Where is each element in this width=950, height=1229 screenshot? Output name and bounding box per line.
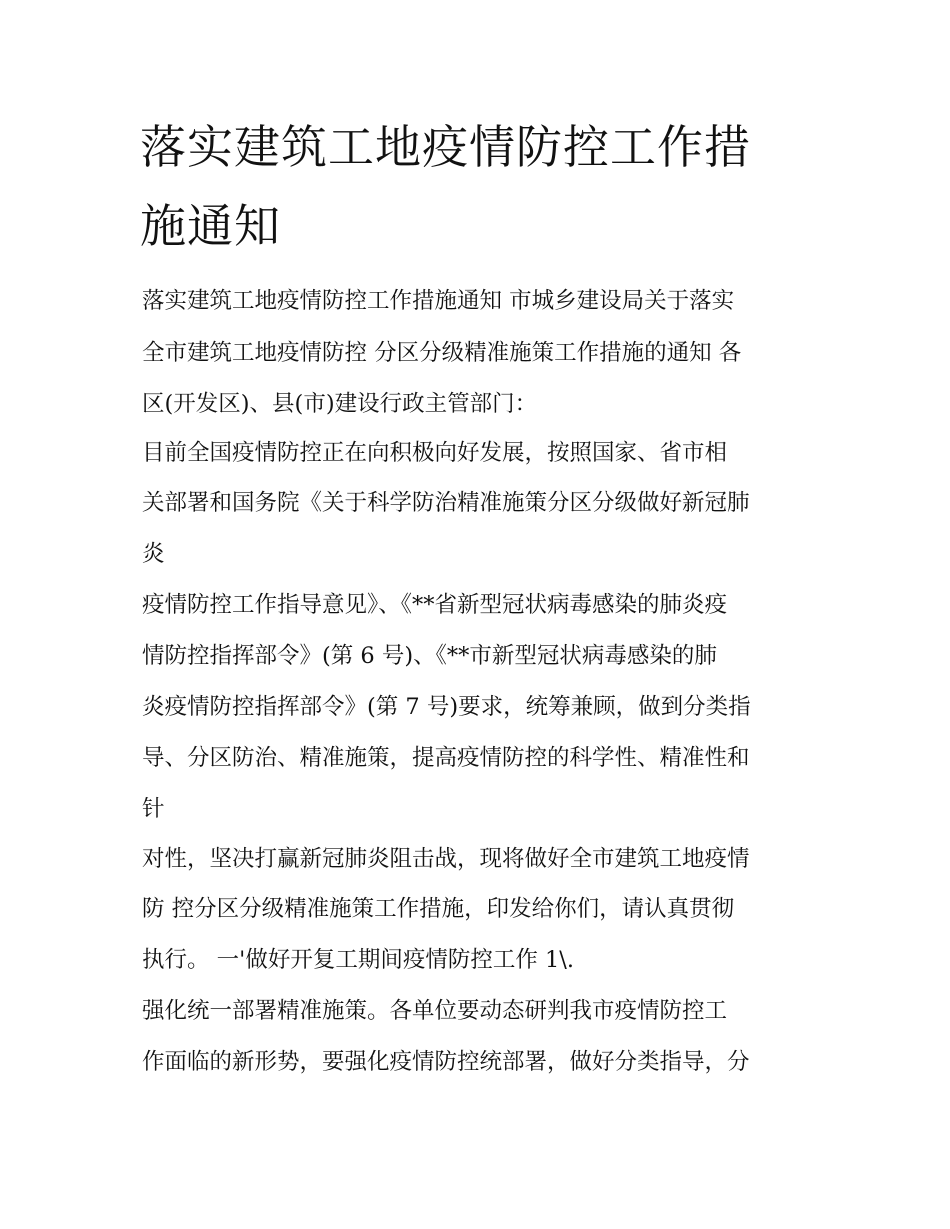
document-title-line-2: 施通知	[140, 199, 281, 253]
body-line-2: 全市建筑工地疫情防控 分区分级精准施策工作措施的通知 各	[142, 340, 742, 366]
body-line-16: 作面临的新形势，要强化疫情防控统部署，做好分类指导，分	[142, 1049, 750, 1075]
body-line-15: 强化统一部署精准施策。各单位要动态研判我市疫情防控工	[142, 998, 728, 1024]
body-line-3: 区(开发区)、县(市)建设行政主管部门：	[142, 391, 538, 417]
body-line-14: 执行。 一'做好开复工期间疫情防控工作 1\.	[142, 947, 575, 973]
body-line-1: 落实建筑工地疫情防控工作措施通知 市城乡建设局关于落实	[142, 288, 735, 314]
body-line-4: 目前全国疫情防控正在向积极向好发展，按照国家、省市相	[142, 440, 728, 466]
body-line-8: 情防控指挥部令》(第 6 号)、《**市新型冠状病毒感染的肺	[142, 643, 717, 669]
body-line-6: 炎	[142, 541, 165, 567]
body-line-13: 防 控分区分级精准施策工作措施，印发给你们，请认真贯彻	[142, 896, 735, 922]
document-title-line-1: 落实建筑工地疫情防控工作措	[140, 120, 751, 174]
body-line-10: 导、分区防治、精准施策，提高疫情防控的科学性、精准性和	[142, 745, 750, 771]
body-line-5: 关部署和国务院《关于科学防治精准施策分区分级做好新冠肺	[142, 490, 750, 516]
body-line-9: 炎疫情防控指挥部令》(第 7 号)要求，统筹兼顾，做到分类指	[142, 694, 751, 720]
body-line-11: 针	[142, 796, 165, 822]
body-line-7: 疫情防控工作指导意见》、《**省新型冠状病毒感染的肺炎疫	[142, 592, 728, 618]
body-line-12: 对性，坚决打赢新冠肺炎阻击战，现将做好全市建筑工地疫情	[142, 846, 750, 872]
